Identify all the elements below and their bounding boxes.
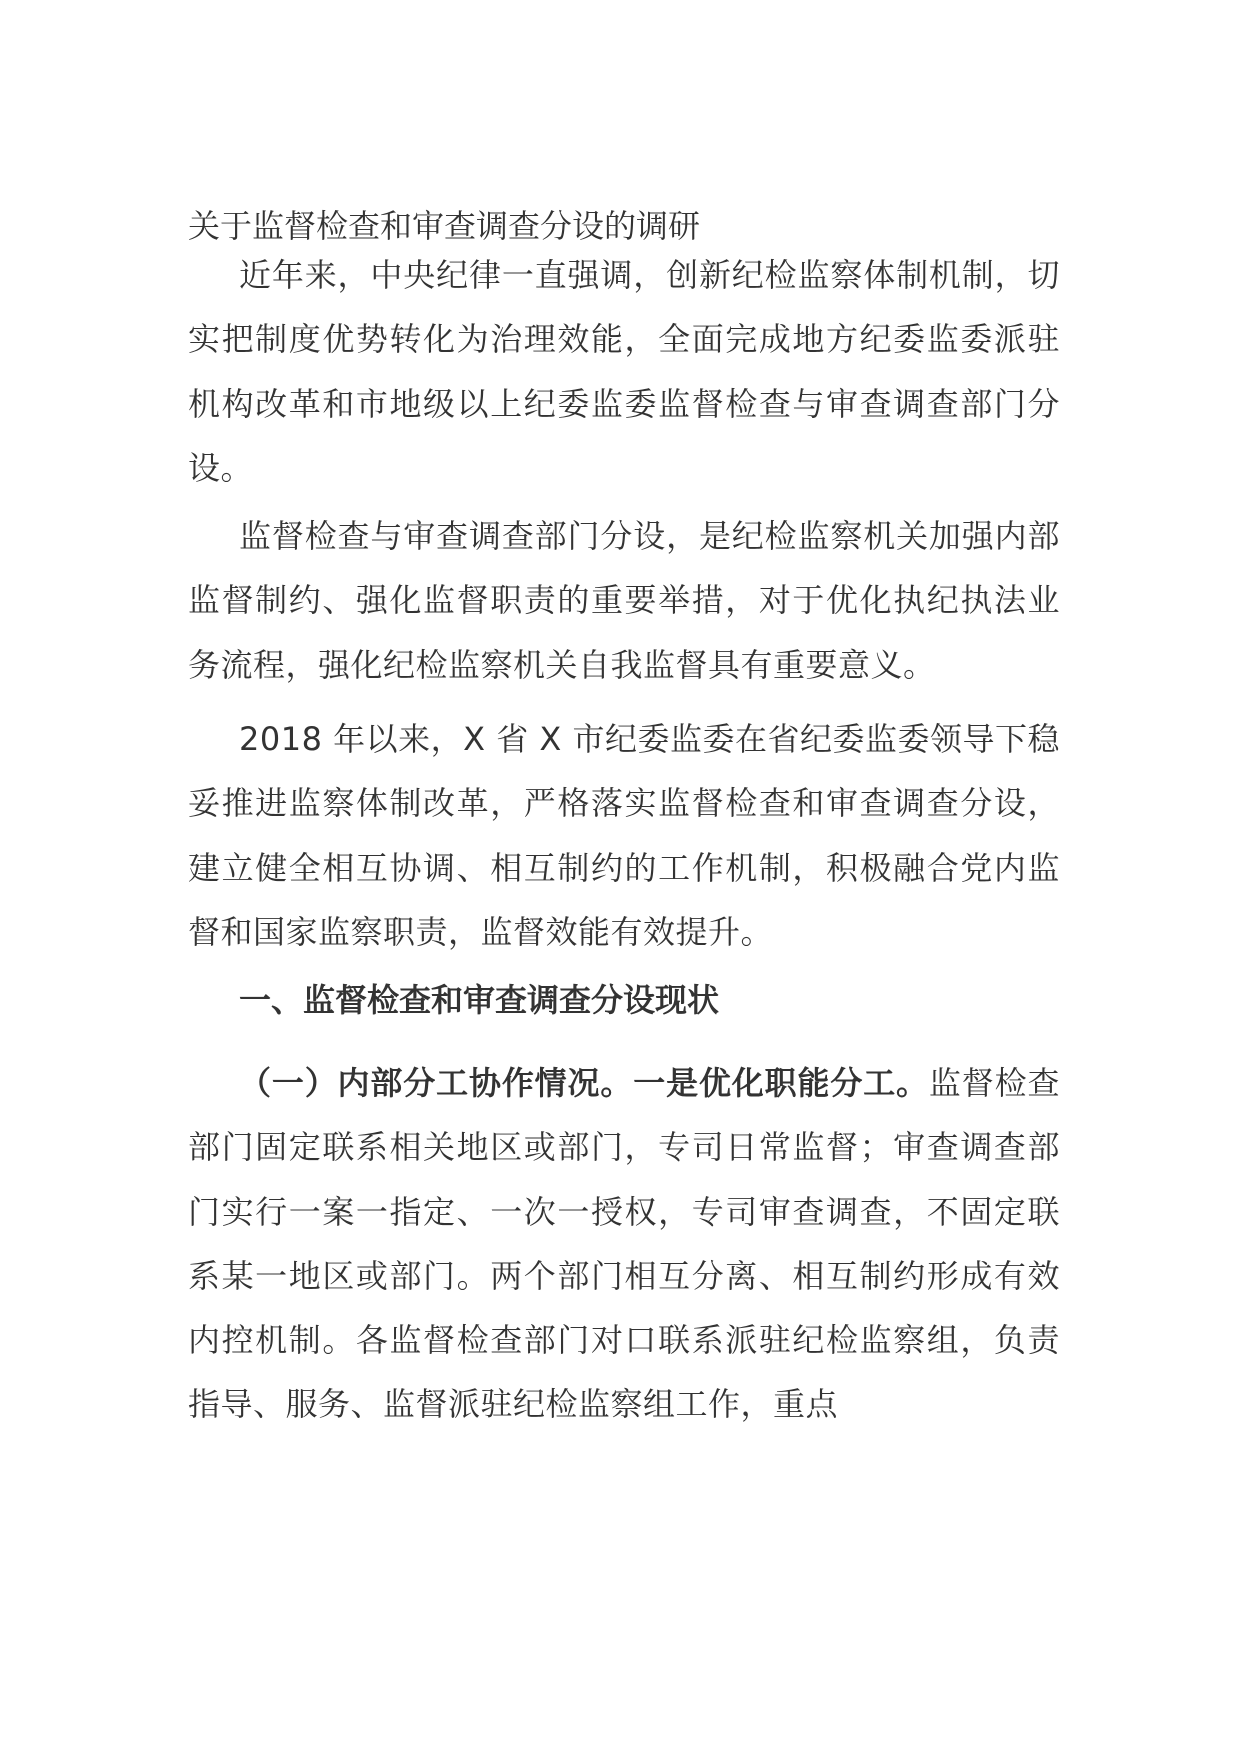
- section-heading-current-status: 一、监督检查和审查调查分设现状: [239, 981, 720, 1019]
- paragraph-significance: 监督检查与审查调查部门分设，是纪检监察机关加强内部监督制约、强化监督职责的重要举措，对于优化执纪执法业务流程，强化纪检监察机关自我监督具有重要意义。: [188, 517, 1060, 684]
- paragraph-internal-division: [188, 1051, 1060, 1437]
- paragraph-city-progress: 2018 年以来，X 省 X 市纪委监委在省纪委监委领导下稳妥推进监察体制改革，严格落实监督检查和审查调查分设，建立健全相互协调、相互制约的工作机制，积极融合党内监督和国家监察职责，监督效能有效提升。: [188, 720, 1060, 951]
- document-title: 关于监督检查和审查调查分设的调研: [188, 207, 701, 245]
- paragraph-lead-bold: （一）内部分工协作情况。一是优化职能分工。: [239, 1064, 929, 1102]
- paragraph-body-text: 监督检查部门固定联系相关地区或部门，专司日常监督；审查调查部门实行一案一指定、一次一授权，专司审查调查，不固定联系某一地区或部门。两个部门相互分离、相互制约形成有效内控机制。各监督检查部门对口联系派驻纪检监察组，负责指导、服务、监督派驻纪检监察组工作，重点: [188, 1064, 1060, 1424]
- paragraph-intro: 近年来，中央纪律一直强调，创新纪检监察体制机制，切实把制度优势转化为治理效能，全面完成地方纪委监委派驻机构改革和市地级以上纪委监委监督检查与审查调查部门分设。: [188, 256, 1060, 487]
